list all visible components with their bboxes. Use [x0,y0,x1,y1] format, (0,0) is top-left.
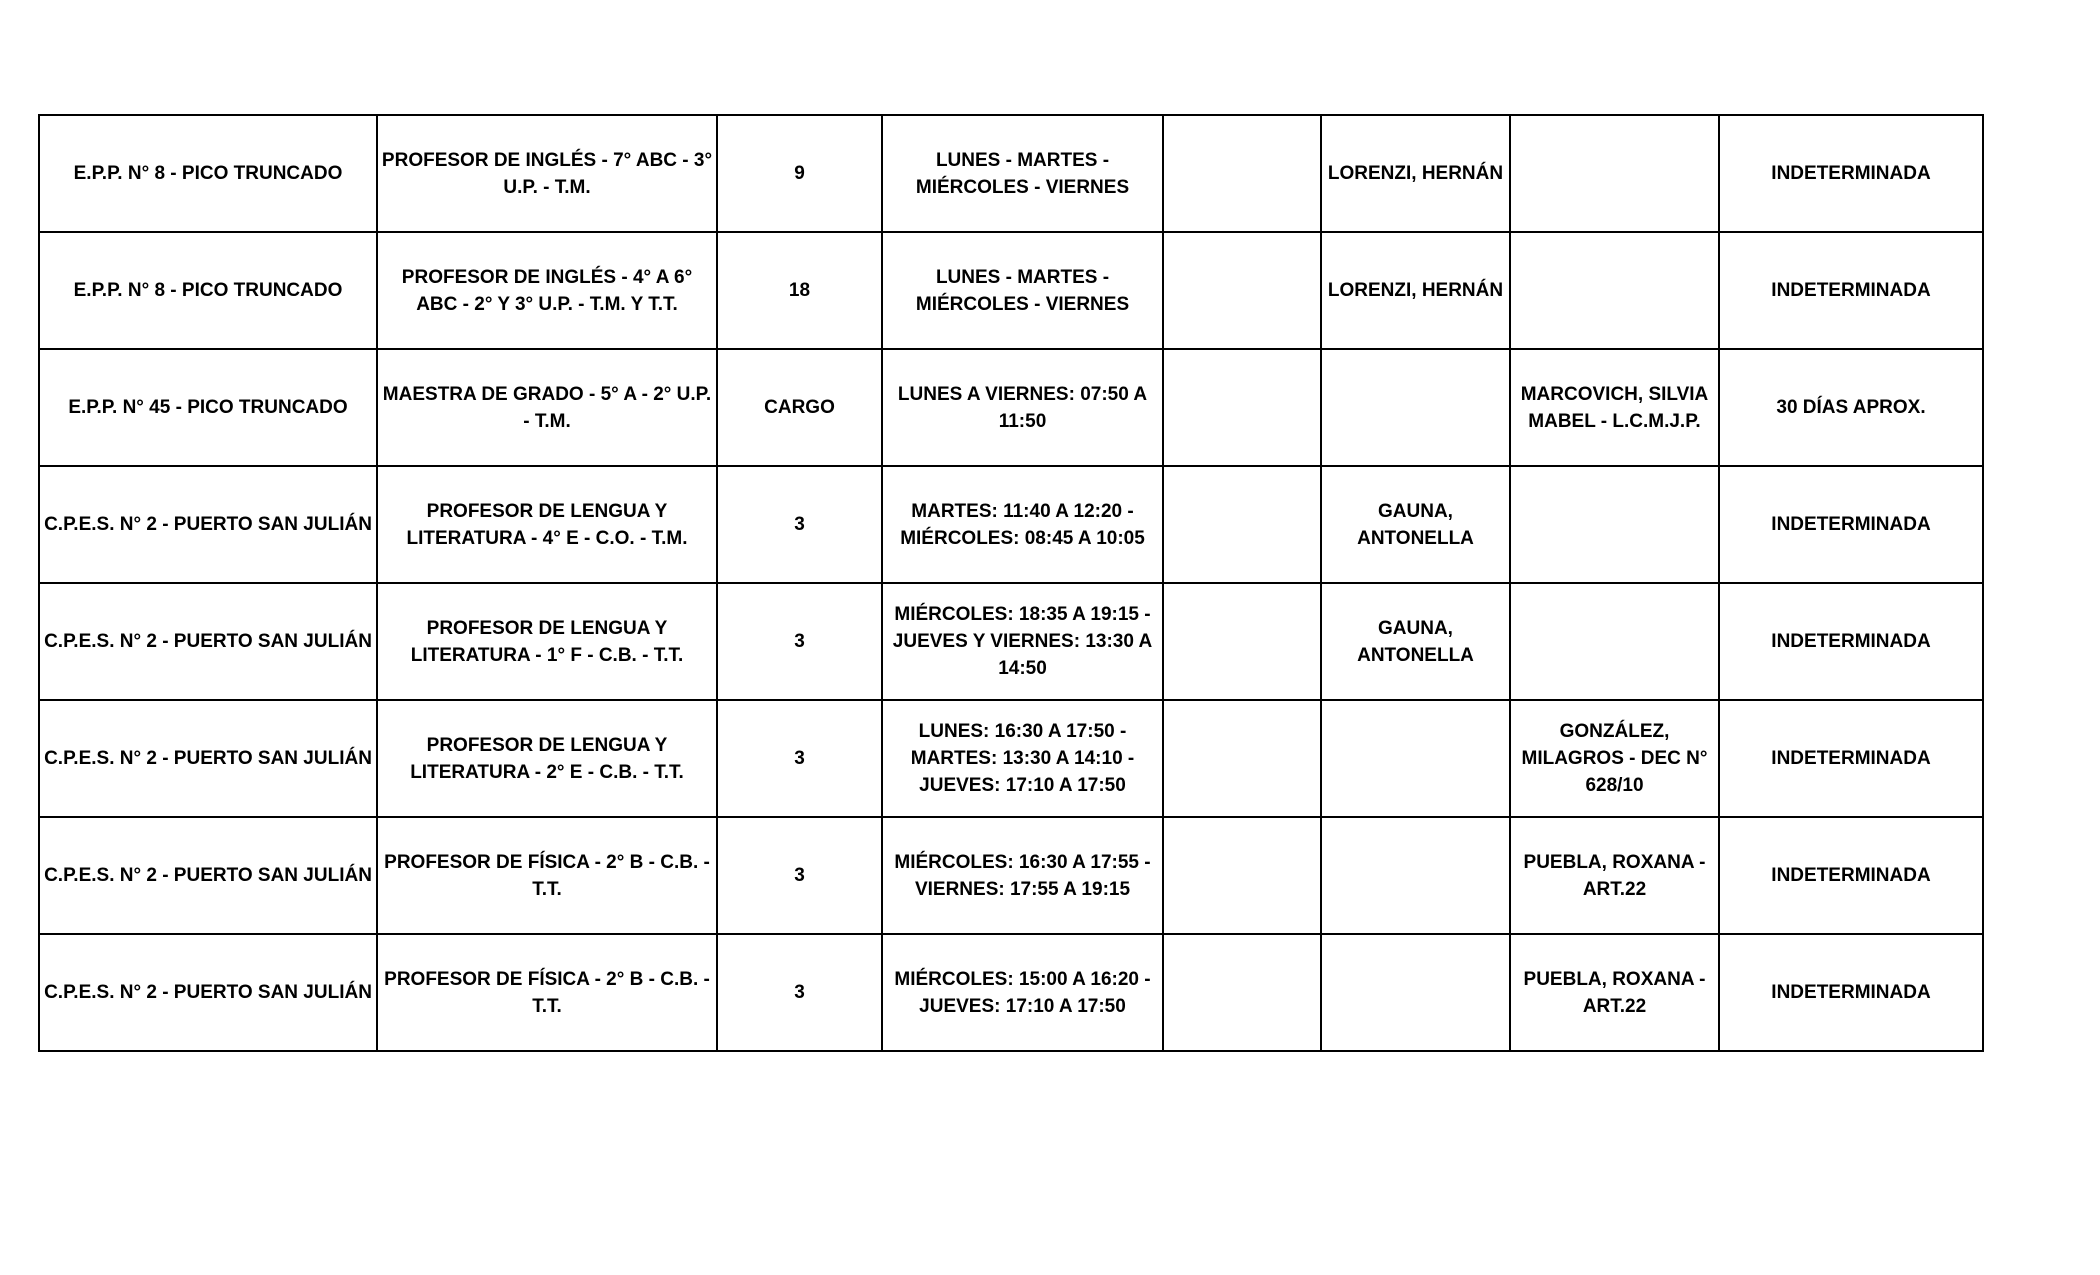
holder-cell: LORENZI, HERNÁN [1321,115,1510,232]
duration-cell: INDETERMINADA [1719,466,1983,583]
school-cell: E.P.P. N° 8 - PICO TRUNCADO [39,115,377,232]
school-cell: C.P.E.S. N° 2 - PUERTO SAN JULIÁN [39,934,377,1051]
table-row [39,934,1983,1051]
replaced-cell: PUEBLA, ROXANA - ART.22 [1510,817,1719,934]
school-cell: C.P.E.S. N° 2 - PUERTO SAN JULIÁN [39,466,377,583]
blank-cell [1163,700,1321,817]
schedule-cell: MARTES: 11:40 A 12:20 - MIÉRCOLES: 08:45 A 10:05 [882,466,1163,583]
duration-cell: 30 DÍAS APROX. [1719,349,1983,466]
position-cell: PROFESOR DE FÍSICA - 2° B - C.B. - T.T. [377,934,717,1051]
hours-cell: 3 [717,934,882,1051]
schedule-cell: LUNES - MARTES - MIÉRCOLES - VIERNES [882,232,1163,349]
school-cell: C.P.E.S. N° 2 - PUERTO SAN JULIÁN [39,700,377,817]
duration-cell: INDETERMINADA [1719,115,1983,232]
blank-cell [1163,934,1321,1051]
holder-cell: GAUNA, ANTONELLA [1321,583,1510,700]
hours-cell: CARGO [717,349,882,466]
position-cell: PROFESOR DE INGLÉS - 7° ABC - 3° U.P. - T.M. [377,115,717,232]
hours-cell: 3 [717,700,882,817]
blank-cell [1163,466,1321,583]
hours-cell: 3 [717,583,882,700]
position-cell: MAESTRA DE GRADO - 5° A - 2° U.P. - T.M. [377,349,717,466]
replaced-cell [1510,115,1719,232]
hours-cell: 3 [717,817,882,934]
blank-cell [1163,232,1321,349]
table-row [39,232,1983,349]
table-row [39,583,1983,700]
position-cell: PROFESOR DE FÍSICA - 2° B - C.B. - T.T. [377,817,717,934]
schedule-cell: MIÉRCOLES: 18:35 A 19:15 - JUEVES Y VIERNES: 13:30 A 14:50 [882,583,1163,700]
position-cell: PROFESOR DE INGLÉS - 4° A 6° ABC - 2° Y 3° U.P. - T.M. Y T.T. [377,232,717,349]
replaced-cell: MARCOVICH, SILVIA MABEL - L.C.M.J.P. [1510,349,1719,466]
duration-cell: INDETERMINADA [1719,700,1983,817]
duration-cell: INDETERMINADA [1719,934,1983,1051]
position-cell: PROFESOR DE LENGUA Y LITERATURA - 2° E - C.B. - T.T. [377,700,717,817]
table-row [39,700,1983,817]
holder-cell [1321,817,1510,934]
holder-cell [1321,934,1510,1051]
holder-cell: LORENZI, HERNÁN [1321,232,1510,349]
schedule-cell: LUNES - MARTES - MIÉRCOLES - VIERNES [882,115,1163,232]
hours-cell: 9 [717,115,882,232]
hours-cell: 18 [717,232,882,349]
table-row [39,817,1983,934]
replaced-cell [1510,583,1719,700]
replaced-cell: GONZÁLEZ, MILAGROS - DEC N° 628/10 [1510,700,1719,817]
replaced-cell [1510,232,1719,349]
duration-cell: INDETERMINADA [1719,583,1983,700]
holder-cell: GAUNA, ANTONELLA [1321,466,1510,583]
school-cell: C.P.E.S. N° 2 - PUERTO SAN JULIÁN [39,583,377,700]
replaced-cell: PUEBLA, ROXANA - ART.22 [1510,934,1719,1051]
holder-cell [1321,700,1510,817]
replaced-cell [1510,466,1719,583]
schedule-cell: LUNES: 16:30 A 17:50 - MARTES: 13:30 A 14:10 - JUEVES: 17:10 A 17:50 [882,700,1163,817]
blank-cell [1163,349,1321,466]
school-cell: C.P.E.S. N° 2 - PUERTO SAN JULIÁN [39,817,377,934]
school-cell: E.P.P. N° 8 - PICO TRUNCADO [39,232,377,349]
hours-cell: 3 [717,466,882,583]
blank-cell [1163,583,1321,700]
position-cell: PROFESOR DE LENGUA Y LITERATURA - 1° F - C.B. - T.T. [377,583,717,700]
schedule-cell: MIÉRCOLES: 16:30 A 17:55 - VIERNES: 17:55 A 19:15 [882,817,1163,934]
holder-cell [1321,349,1510,466]
position-cell: PROFESOR DE LENGUA Y LITERATURA - 4° E - C.O. - T.M. [377,466,717,583]
schedule-cell: LUNES A VIERNES: 07:50 A 11:50 [882,349,1163,466]
schedule-cell: MIÉRCOLES: 15:00 A 16:20 - JUEVES: 17:10 A 17:50 [882,934,1163,1051]
table-row [39,466,1983,583]
duration-cell: INDETERMINADA [1719,232,1983,349]
blank-cell [1163,115,1321,232]
duration-cell: INDETERMINADA [1719,817,1983,934]
blank-cell [1163,817,1321,934]
table-row [39,349,1983,466]
vacancies-table [38,114,1984,1052]
school-cell: E.P.P. N° 45 - PICO TRUNCADO [39,349,377,466]
table-row [39,115,1983,232]
